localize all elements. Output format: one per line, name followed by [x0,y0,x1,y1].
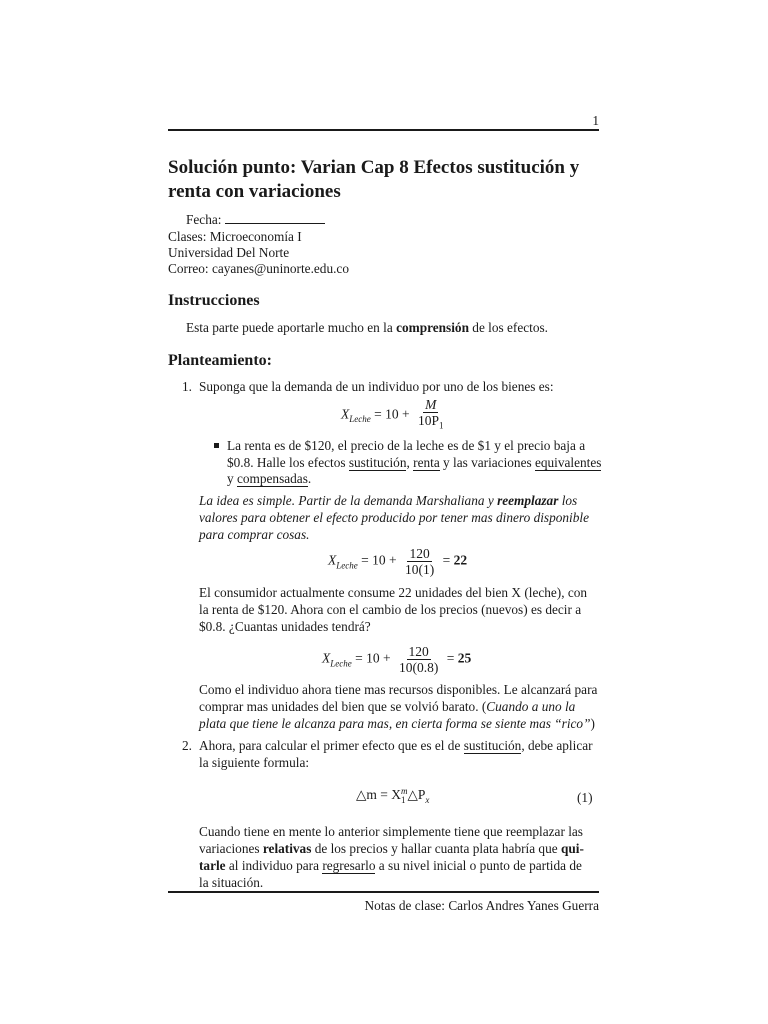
idea-paragraph [199,492,601,543]
bullet-l2a: $0.8. Halle los efectos [227,455,349,470]
p4-bold-qui: qui- [560,841,584,856]
p4-l1: Cuando tiene en mente lo anterior simplemente tiene que reemplazar las [199,824,583,839]
eq1-den: 10P [417,413,439,428]
fecha-blank [225,211,325,224]
eq1-sub: Leche [349,414,371,425]
item2-l1b: , debe aplicar [521,738,593,753]
eq1-num: M [425,397,437,412]
eq2-lhs: X [328,552,337,568]
eq1-lhs: X [341,406,350,422]
footer-rule [168,891,599,893]
p4-l2a: variaciones [199,841,263,856]
equation-22 [328,546,467,577]
document-title: Solución punto: Varian Cap 8 Efectos sustitución y renta con variaciones [168,157,580,202]
item1-text: Suponga que la demanda de un individuo por uno de los bienes es: [199,379,554,394]
page-number: 1 [592,113,599,128]
eq3-equals: = [443,650,458,666]
bullet-marker [214,443,219,448]
eq2-num: 120 [409,546,430,561]
eq4-a: △m = X [356,787,401,803]
p3-l3i: plata que tiene le alcanza para mas, en cierta forma se siente mas “rico” [199,716,591,731]
equation-25 [322,644,471,675]
item2-text [199,737,601,771]
eq2-fraction [403,546,436,577]
p3-l2a: comprar mas unidades del bien que se volvió barato. ( [199,699,487,714]
idea-l1b: los [558,493,578,508]
item2-l1a: Ahora, para calcular el primer efecto que es el de [199,738,464,753]
eq2-result: 22 [453,552,468,568]
bullet-l3a: y [227,471,237,486]
p4-l3b: a su nivel inicial o punto de partida de [375,858,582,873]
p2-l2: la renta de $120. Ahora con el cambio de los precios (nuevos) es decir a [199,602,582,617]
eq3-result: 25 [457,650,472,666]
eq4-sub: 1 [401,795,406,805]
p4-l3a: al individuo para [225,858,323,873]
eq3-num: 120 [408,644,429,659]
bullet-line1: La renta es de $120, el precio de la leche es de $1 y el precio baja a [227,438,586,453]
eq1-fraction [416,397,446,434]
eq2-sub: Leche [336,560,358,571]
fecha-label: Fecha: [186,212,222,227]
idea-l2: valores para obtener el efecto producido por tener mas dinero disponible [199,510,589,525]
bullet-line3 [227,470,311,487]
bullet-comma: , [406,455,414,470]
p4-bold-tarle: tarle [199,858,226,873]
eq4-sub2: x [425,794,430,805]
paragraph-consumer [199,584,601,635]
eq2-den: 10(1) [404,562,435,577]
instrucciones-text [186,319,548,336]
underline-renta: renta [413,455,440,470]
eq2-mid: = 10 + [357,552,400,568]
p4-bold-relativas: relativas [262,841,312,856]
p3-l2i: Cuando a uno la [486,699,576,714]
instr-bold: comprensión [396,320,469,335]
underline-regresarlo: regresarlo [322,858,376,873]
idea-bold: reemplazar [497,493,559,508]
paragraph-resources [199,681,601,732]
equation-demand [341,397,449,434]
p4-l4: la situación. [199,875,264,890]
p2-l1: El consumidor actualmente consume 22 unidades del bien X (leche), con [199,585,588,600]
correo-line: Correo: cayanes@uninorte.edu.co [168,261,349,276]
bullet-line2 [227,454,601,471]
underline-compensadas: compensadas [236,471,308,486]
instrucciones-heading: Instrucciones [168,292,260,309]
equation-slutsky [356,787,429,805]
eq3-sub: Leche [330,658,352,669]
eq1-den-sub: 1 [439,420,444,431]
idea-l3: para comprar cosas. [199,527,310,542]
p2-l3: $0.8. ¿Cuantas unidades tendrá? [199,619,371,634]
bullet-l2b: y las variaciones [439,455,535,470]
p3-l3b: ) [590,716,595,731]
p4-l2b: de los precios y hallar cuanta plata habría que [311,841,561,856]
item2-number: 2. [182,738,192,753]
eq4-sup: m [401,786,408,796]
instr-text-a: Esta parte puede aportarle mucho en la [186,320,397,335]
eq1-mid: = 10 + [370,406,413,422]
header-rule [168,129,599,131]
p3-l1: Como el individuo ahora tiene mas recursos disponibles. Le alcanzará para [199,682,598,697]
universidad-line: Universidad Del Norte [168,245,290,260]
paragraph-formula [199,823,601,891]
fecha-line [186,211,325,228]
footer-text: Notas de clase: Carlos Andres Yanes Guerra [364,898,599,913]
clases-line: Clases: Microeconomía I [168,229,302,244]
underline-sustitucion: sustitución [348,455,407,470]
eq3-fraction [397,644,440,675]
eq2-equals: = [439,552,454,568]
eq3-lhs: X [322,650,331,666]
planteamiento-heading: Planteamiento: [168,352,272,369]
eq3-den: 10(0.8) [398,660,439,675]
bullet-l3b: . [307,471,312,486]
eq3-mid: = 10 + [351,650,394,666]
item2-l2: la siguiente formula: [199,755,310,770]
item1-number: 1. [182,379,192,394]
underline-sustitucion-2: sustitución [463,738,522,753]
underline-equivalentes: equivalentes [534,455,602,470]
idea-l1a: La idea es simple. Partir de la demanda Marshaliana y [199,493,498,508]
equation-number: (1) [577,790,593,805]
instr-text-b: de los efectos. [468,320,548,335]
eq4-b: △P [407,787,426,803]
